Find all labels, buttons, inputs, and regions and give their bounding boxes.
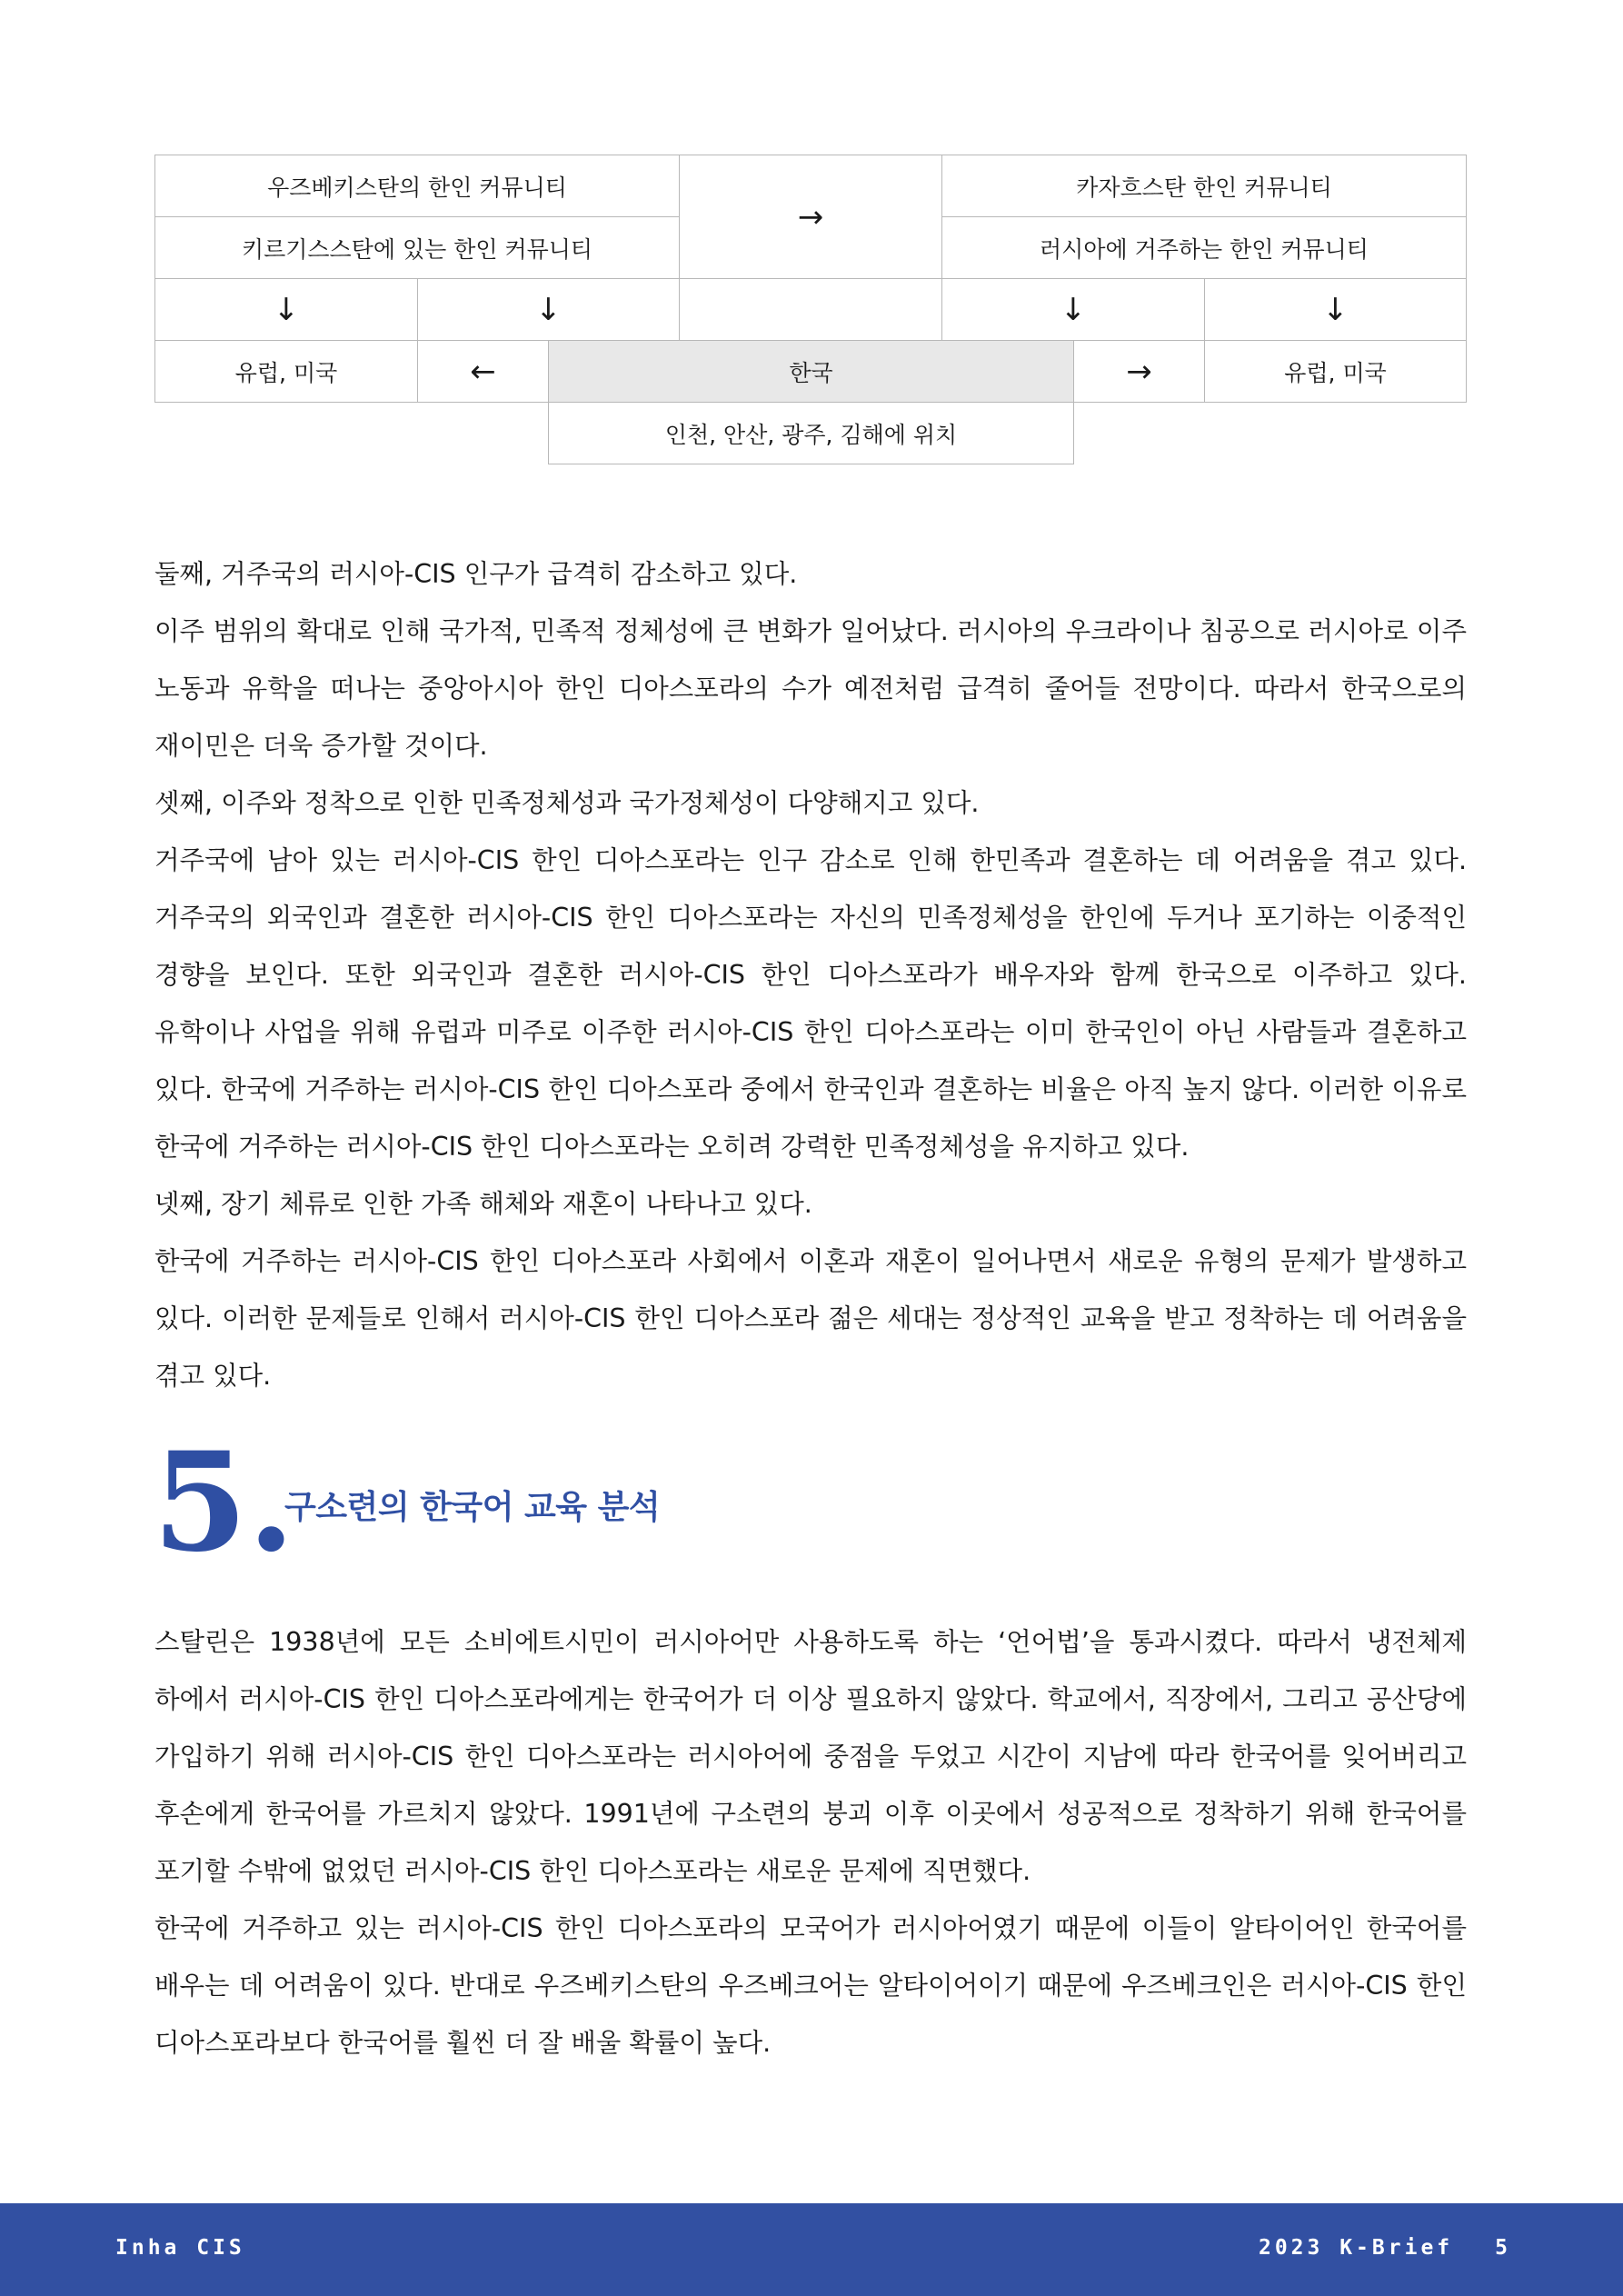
europe-us-right-box: 유럽, 미국 [1204,340,1467,403]
paragraph-third-heading: 셋째, 이주와 정착으로 인한 민족정체성과 국가정체성이 다양해지고 있다. [154,788,980,818]
kazakhstan-community-box: 카자흐스탄 한인 커뮤니티 [941,155,1467,217]
footer-org: Inha CIS [115,2236,245,2260]
europe-us-left-box: 유럽, 미국 [154,340,418,403]
section-title: 구소련의 한국어 교육 분석 [284,1489,661,1526]
page-number: 5 [1495,2236,1511,2260]
section-body-text [154,1613,1467,2071]
body-text [154,545,1467,1404]
footer-right [1259,2236,1511,2260]
paragraph-fourth-body: 한국에 거주하는 러시아-CIS 한인 디아스포라 사회에서 이혼과 재혼이 일어나면서 새로운 유형의 문제가 발생하고 있다. 이러한 문제들로 인해서 러시아-CIS 한인 디아스포라 젊은 세대는 정상적인 교육을 받고 정착하는 데 어려움을 겪고 있다. [154,1246,1467,1391]
arrow-down-1: ↓ [154,278,418,341]
uzbekistan-community-box: 우즈베키스탄의 한인 커뮤니티 [154,155,680,217]
arrow-right-bottom: → [1073,340,1205,403]
migration-flow-diagram [154,155,1467,464]
paragraph-second-body: 이주 범위의 확대로 인해 국가적, 민족적 정체성에 큰 변화가 일어났다. 러시아의 우크라이나 침공으로 러시아로 이주 노동과 유학을 떠나는 중앙아시아 한인 디아스포라의 수가 예전처럼 급격히 줄어들 전망이다. 따라서 한국으로의 재이민은 더욱 증가할 것이다. [154,616,1467,761]
footer-publication: 2023 K-Brief [1258,2236,1454,2260]
empty-cell [679,278,942,341]
paragraph-second-heading: 둘째, 거주국의 러시아-CIS 인구가 급격히 감소하고 있다. [154,559,798,589]
arrow-down-2: ↓ [417,278,680,341]
section-paragraph-1: 스탈린은 1938년에 모든 소비에트시민이 러시아어만 사용하도록 하는 ‘언어법’을 통과시켰다. 따라서 냉전체제 하에서 러시아-CIS 한인 디아스포라에게는 한국어가 더 이상 필요하지 않았다. 학교에서, 직장에서, 그리고 공산당에 가입하기 위해 러시아-CIS 한인 디아스포라는 러시아어에 중점을 두었고 시간이 지남에 따라 한국어를 잊어버리고 후손에게 한국어를 가르치지 않았다. 1991년에 구소련의 붕괴 이후 이곳에서 성공적으로 정착하기 위해 한국어를 포기할 수밖에 없었던 러시아-CIS 한인 디아스포라는 새로운 문제에 직면했다. [154,1627,1467,1886]
paragraph-third-body: 거주국에 남아 있는 러시아-CIS 한인 디아스포라는 인구 감소로 인해 한민족과 결혼하는 데 어려움을 겪고 있다. 거주국의 외국인과 결혼한 러시아-CIS 한인 디아스포라는 자신의 민족정체성을 한인에 두거나 포기하는 이중적인 경향을 보인다. 또한 외국인과 결혼한 러시아-CIS 한인 디아스포라가 배우자와 함께 한국으로 이주하고 있다. 유학이나 사업을 위해 유럽과 미주로 이주한 러시아-CIS 한인 디아스포라는 이미 한국인이 아닌 사람들과 결혼하고 있다. 한국에 거주하는 러시아-CIS 한인 디아스포라 중에서 한국인과 결혼하는 비율은 아직 높지 않다. 이러한 이유로 한국에 거주하는 러시아-CIS 한인 디아스포라는 오히려 강력한 민족정체성을 유지하고 있다. [154,845,1467,1162]
arrow-down-4: ↓ [1204,278,1467,341]
korea-box: 한국 [548,340,1074,403]
paragraph-fourth-heading: 넷째, 장기 체류로 인한 가족 해체와 재혼이 나타나고 있다. [154,1189,812,1219]
page-footer [0,2203,1623,2296]
russia-community-box: 러시아에 거주하는 한인 커뮤니티 [941,216,1467,279]
korea-locations-box: 인천, 안산, 광주, 김해에 위치 [548,402,1074,464]
arrow-left: ← [417,340,549,403]
arrow-right-top: → [679,155,942,279]
kyrgyzstan-community-box: 키르기스스탄에 있는 한인 커뮤니티 [154,216,680,279]
section-number: 5. [153,1423,295,1582]
arrow-down-3: ↓ [941,278,1205,341]
section-paragraph-2: 한국에 거주하고 있는 러시아-CIS 한인 디아스포라의 모국어가 러시아어였기 때문에 이들이 알타이어인 한국어를 배우는 데 어려움이 있다. 반대로 우즈베키스탄의 우즈베크어는 알타이어이기 때문에 우즈베크인은 러시아-CIS 한인 디아스포라보다 한국어를 훨씬 더 잘 배울 확률이 높다. [154,1913,1467,2058]
